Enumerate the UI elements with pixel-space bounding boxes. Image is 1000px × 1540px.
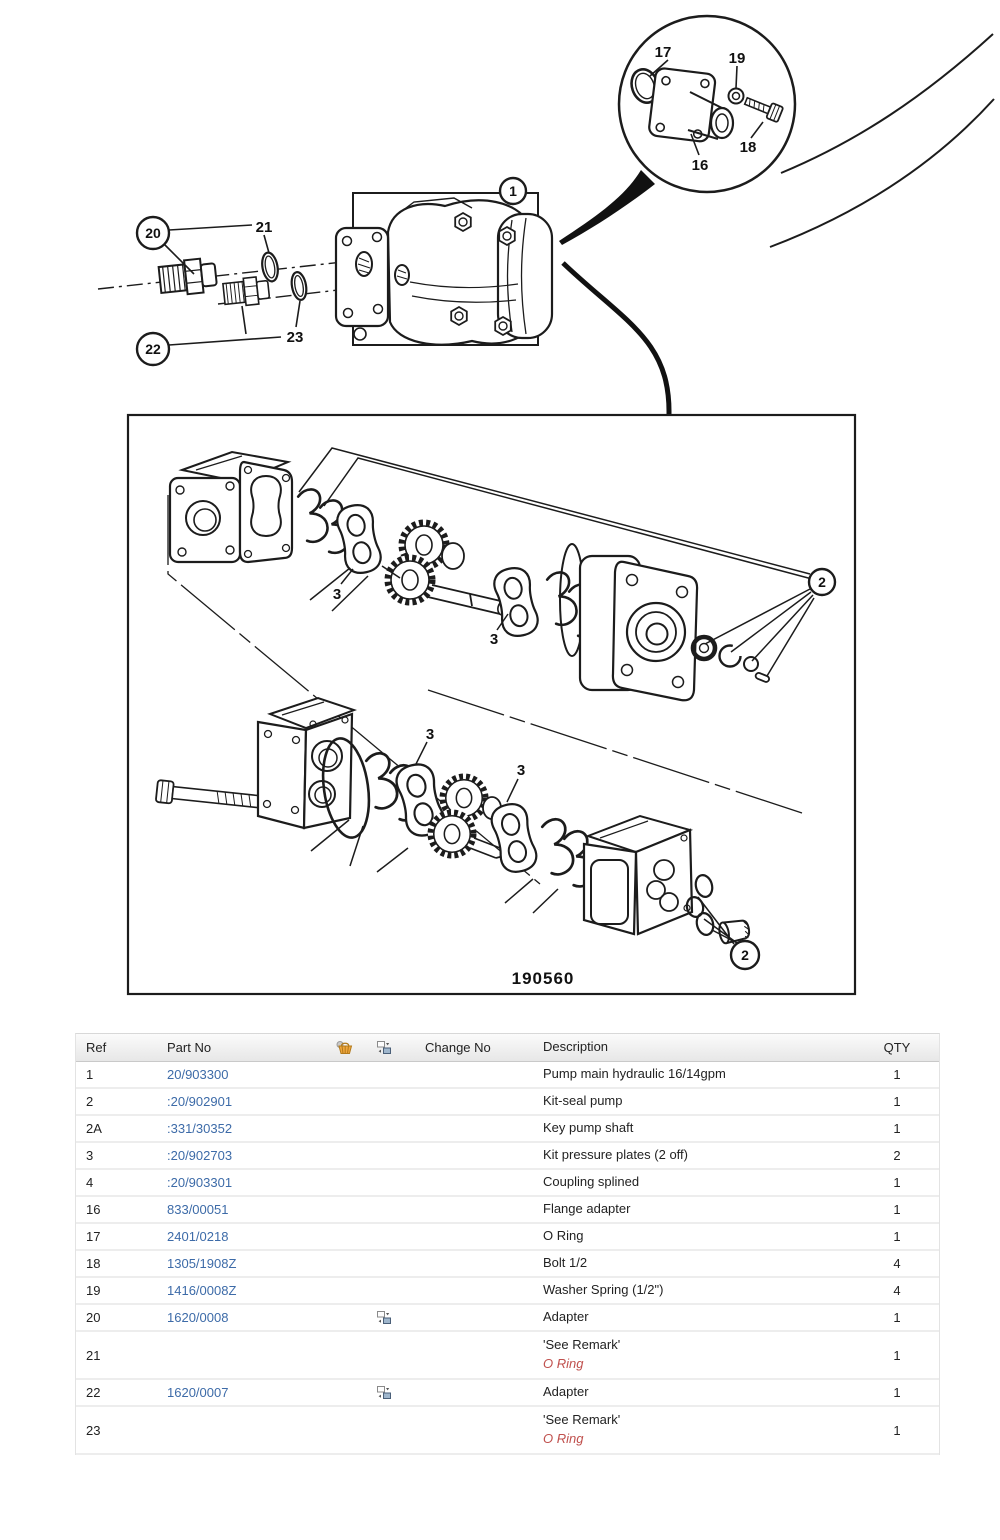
description-text: Flange adapter xyxy=(543,1201,631,1217)
part-no-link[interactable]: :20/902901 xyxy=(167,1094,233,1109)
adapter-20-part xyxy=(158,257,217,297)
table-row xyxy=(76,1062,939,1089)
label-16: 16 xyxy=(691,157,709,174)
qty-cell: 1 xyxy=(893,1229,901,1244)
part-no-link[interactable]: :331/30352 xyxy=(167,1121,233,1136)
pump-assembly xyxy=(98,178,552,365)
description-text: 'See Remark' xyxy=(543,1412,621,1428)
description-cell xyxy=(525,1119,855,1138)
qty-cell: 2 xyxy=(893,1148,901,1163)
description-cell xyxy=(525,1281,855,1300)
ref-cell: 19 xyxy=(86,1283,101,1298)
qty-cell: 4 xyxy=(893,1256,901,1271)
ref-cell: 2A xyxy=(86,1121,102,1136)
table-row xyxy=(76,1251,939,1278)
description-text: Coupling splined xyxy=(543,1174,640,1190)
description-cell xyxy=(525,1308,855,1327)
description-cell xyxy=(525,1411,855,1449)
header-part-no: Part No xyxy=(167,1040,212,1055)
svg-text:2: 2 xyxy=(818,574,826,590)
label-19: 19 xyxy=(728,50,746,67)
adapter-22-part xyxy=(223,276,270,308)
qty-cell: 1 xyxy=(893,1121,901,1136)
qty-cell: 1 xyxy=(893,1310,901,1325)
magnifier-swoosh xyxy=(559,170,655,245)
description-cell xyxy=(525,1092,855,1111)
label-3-a: 3 xyxy=(332,586,342,603)
detail-balloon xyxy=(619,16,795,192)
exploded-view-box xyxy=(128,415,855,994)
qty-cell: 1 xyxy=(893,1067,901,1082)
table-row xyxy=(76,1305,939,1332)
ref-cell: 21 xyxy=(86,1347,101,1363)
table-row xyxy=(76,1170,939,1197)
description-text: Adapter xyxy=(543,1309,589,1325)
o-ring-21-part xyxy=(260,251,280,282)
qty-cell: 1 xyxy=(893,1422,901,1438)
linked-parts-icon-cell xyxy=(376,1385,392,1400)
ref-cell: 4 xyxy=(86,1175,94,1190)
qty-cell: 1 xyxy=(893,1347,901,1363)
o-ring-23-part xyxy=(290,271,309,301)
label-3-d: 3 xyxy=(516,762,526,779)
svg-text:2: 2 xyxy=(741,947,749,963)
linked-parts-icon-cell xyxy=(376,1310,392,1325)
cart-icon xyxy=(336,1040,353,1056)
part-no-link[interactable]: 833/00051 xyxy=(167,1202,229,1217)
remark-text: O Ring xyxy=(543,1431,584,1446)
callout-2-lower[interactable] xyxy=(731,941,759,969)
qty-cell: 1 xyxy=(893,1202,901,1217)
header-change-no: Change No xyxy=(425,1040,491,1055)
part-no-link[interactable]: 2401/0218 xyxy=(167,1229,229,1244)
linked-parts-icon xyxy=(376,1040,392,1055)
parts-table-rows xyxy=(76,1062,939,1455)
ref-cell: 20 xyxy=(86,1310,101,1325)
part-no-link[interactable]: 1305/1908Z xyxy=(167,1256,237,1271)
part-no-link[interactable]: :20/902703 xyxy=(167,1148,233,1163)
description-cell xyxy=(525,1227,855,1246)
pump-body xyxy=(336,198,552,345)
description-text: Key pump shaft xyxy=(543,1120,634,1136)
svg-text:1: 1 xyxy=(509,183,517,199)
table-row xyxy=(76,1143,939,1170)
label-18: 18 xyxy=(739,139,757,156)
label-17: 17 xyxy=(654,44,672,61)
label-23: 23 xyxy=(286,329,304,346)
callout-1[interactable] xyxy=(500,178,526,204)
description-cell xyxy=(525,1254,855,1273)
parts-table xyxy=(75,1033,940,1455)
description-cell xyxy=(525,1173,855,1192)
header-price-column xyxy=(336,1040,353,1056)
header-qty: QTY xyxy=(883,1040,911,1055)
part-no-link[interactable]: 1416/0008Z xyxy=(167,1283,237,1298)
label-21: 21 xyxy=(255,219,273,236)
ref-cell: 17 xyxy=(86,1229,101,1244)
washer-part xyxy=(729,89,744,104)
table-row xyxy=(76,1089,939,1116)
figure-number: 190560 xyxy=(511,969,575,988)
svg-text:22: 22 xyxy=(145,341,161,357)
label-3-c: 3 xyxy=(425,726,435,743)
description-cell xyxy=(525,1146,855,1165)
ref-cell: 23 xyxy=(86,1422,101,1438)
part-no-link[interactable]: 1620/0008 xyxy=(167,1310,229,1325)
table-row xyxy=(76,1278,939,1305)
callout-22[interactable] xyxy=(137,333,169,365)
ref-cell: 18 xyxy=(86,1256,101,1271)
remark-text: O Ring xyxy=(543,1356,584,1371)
callout-20[interactable] xyxy=(137,217,169,249)
table-row xyxy=(76,1116,939,1143)
part-no-link[interactable]: :20/903301 xyxy=(167,1175,233,1190)
description-cell xyxy=(525,1200,855,1219)
svg-text:20: 20 xyxy=(145,225,161,241)
ref-cell: 22 xyxy=(86,1385,101,1400)
qty-cell: 1 xyxy=(893,1175,901,1190)
description-cell xyxy=(525,1336,855,1374)
description-text: Pump main hydraulic 16/14gpm xyxy=(543,1066,726,1082)
description-text: 'See Remark' xyxy=(543,1337,621,1353)
description-text: Washer Spring (1/2") xyxy=(543,1282,664,1298)
callout-2-upper[interactable] xyxy=(809,569,835,595)
part-no-link[interactable]: 20/903300 xyxy=(167,1067,229,1082)
table-row xyxy=(76,1380,939,1407)
qty-cell: 4 xyxy=(893,1283,901,1298)
table-row xyxy=(76,1224,939,1251)
table-row xyxy=(76,1332,939,1380)
ref-cell: 16 xyxy=(86,1202,101,1217)
header-alternatives-column xyxy=(376,1040,392,1055)
header-ref: Ref xyxy=(86,1040,107,1055)
part-no-link[interactable]: 1620/0007 xyxy=(167,1385,229,1400)
description-cell xyxy=(525,1065,855,1084)
header-description: Description xyxy=(543,1039,609,1055)
ref-cell: 1 xyxy=(86,1067,94,1082)
label-3-b: 3 xyxy=(489,631,499,648)
linked-parts-icon[interactable] xyxy=(376,1385,392,1400)
ref-cell: 3 xyxy=(86,1148,94,1163)
description-text: Kit pressure plates (2 off) xyxy=(543,1147,688,1163)
table-row xyxy=(76,1407,939,1455)
parts-table-header xyxy=(76,1034,939,1062)
description-cell xyxy=(525,1383,855,1402)
description-text: O Ring xyxy=(543,1228,584,1244)
description-text: Kit-seal pump xyxy=(543,1093,623,1109)
qty-cell: 1 xyxy=(893,1385,901,1400)
description-text: Adapter xyxy=(543,1384,589,1400)
qty-cell: 1 xyxy=(893,1094,901,1109)
table-row xyxy=(76,1197,939,1224)
linked-parts-icon[interactable] xyxy=(376,1310,392,1325)
description-text: Bolt 1/2 xyxy=(543,1255,588,1271)
ref-cell: 2 xyxy=(86,1094,94,1109)
